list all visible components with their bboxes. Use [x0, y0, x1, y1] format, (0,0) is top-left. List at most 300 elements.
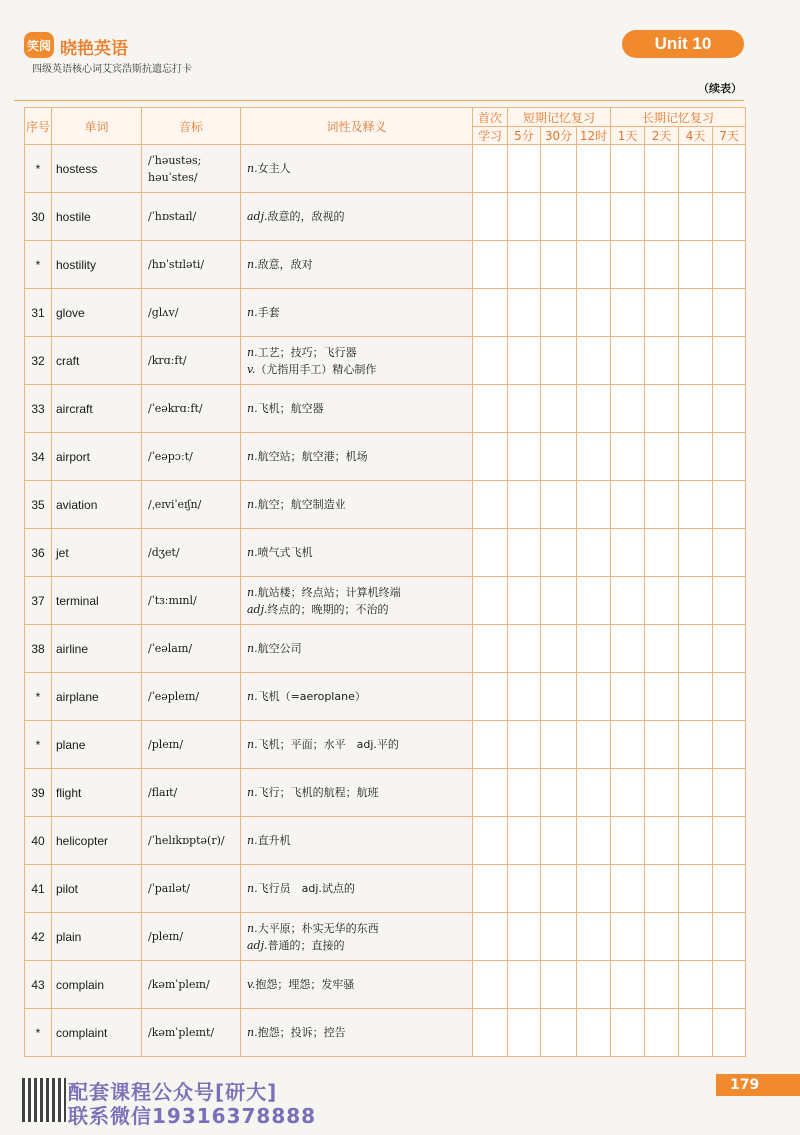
review-checkbox[interactable]: [645, 913, 679, 961]
meaning-text: 抱怨；埋怨；发牢骚: [255, 978, 355, 991]
review-checkbox[interactable]: [679, 625, 713, 673]
review-checkbox[interactable]: [577, 913, 611, 961]
review-checkbox[interactable]: [473, 193, 508, 241]
review-checkbox[interactable]: [611, 913, 645, 961]
row-phonetic: [142, 961, 241, 1009]
meaning-text: 飞行员 adj.试点的: [257, 882, 355, 895]
phonetic-line: /ˈpaɪlət/: [148, 882, 191, 895]
row-word: aviation: [52, 481, 142, 529]
table-row: [25, 529, 746, 577]
row-phonetic: [142, 289, 241, 337]
row-meaning: [241, 673, 473, 721]
review-checkbox[interactable]: [541, 433, 577, 481]
meaning-line: [247, 640, 472, 657]
row-word: helicopter: [52, 817, 142, 865]
meaning-text: 普通的；直接的: [267, 938, 345, 952]
review-checkbox[interactable]: [679, 241, 713, 289]
row-meaning: [241, 769, 473, 817]
header-first: 首次: [473, 108, 508, 127]
review-checkbox[interactable]: [473, 241, 508, 289]
review-checkbox[interactable]: [508, 529, 541, 577]
review-checkbox[interactable]: [679, 385, 713, 433]
review-checkbox[interactable]: [473, 721, 508, 769]
review-checkbox[interactable]: [541, 241, 577, 289]
part-of-speech: n.: [247, 162, 258, 175]
review-checkbox[interactable]: [645, 769, 679, 817]
row-meaning: [241, 577, 473, 625]
review-checkbox[interactable]: [577, 529, 611, 577]
review-checkbox[interactable]: [577, 193, 611, 241]
review-checkbox[interactable]: [713, 337, 746, 385]
row-meaning: [241, 193, 473, 241]
review-checkbox[interactable]: [645, 385, 679, 433]
review-checkbox[interactable]: [679, 337, 713, 385]
meaning-text: 航空；航空制造业: [257, 498, 346, 511]
review-checkbox[interactable]: [577, 961, 611, 1009]
review-checkbox[interactable]: [508, 241, 541, 289]
review-checkbox[interactable]: [541, 289, 577, 337]
review-checkbox[interactable]: [473, 865, 508, 913]
header-5min: 5分: [508, 127, 541, 145]
table-row: [25, 1009, 746, 1057]
part-of-speech: n.: [247, 585, 258, 599]
review-checkbox[interactable]: [713, 817, 746, 865]
review-checkbox[interactable]: [541, 961, 577, 1009]
table-row: [25, 337, 746, 385]
review-checkbox[interactable]: [541, 817, 577, 865]
review-checkbox[interactable]: [611, 241, 645, 289]
review-checkbox[interactable]: [645, 1009, 679, 1057]
header-word: 单词: [52, 108, 142, 145]
phonetic-line: /ˈeəlaɪn/: [148, 642, 193, 655]
header-4day: 4天: [679, 127, 713, 145]
brand-name: 晓艳英语: [60, 39, 128, 59]
phonetic-line: həuˈstes/: [148, 170, 198, 184]
part-of-speech: n.: [247, 306, 258, 319]
row-number: 41: [25, 865, 52, 913]
review-checkbox[interactable]: [679, 865, 713, 913]
phonetic-line: /ˈtɜːmɪnl/: [148, 594, 197, 607]
review-checkbox[interactable]: [577, 721, 611, 769]
review-checkbox[interactable]: [541, 385, 577, 433]
review-checkbox[interactable]: [577, 865, 611, 913]
header-seq: 序号: [25, 108, 52, 145]
review-checkbox[interactable]: [541, 769, 577, 817]
row-phonetic: [142, 481, 241, 529]
phonetic-line: /ˈhɒstaɪl/: [148, 210, 197, 223]
continued-label: （续表）: [698, 82, 742, 95]
review-checkbox[interactable]: [679, 769, 713, 817]
row-word: airport: [52, 433, 142, 481]
page-header: [0, 0, 800, 95]
row-phonetic: [142, 913, 241, 961]
row-meaning: [241, 529, 473, 577]
meaning-line: [247, 160, 472, 177]
review-checkbox[interactable]: [611, 721, 645, 769]
row-number: *: [25, 673, 52, 721]
meaning-line: [247, 544, 472, 561]
meaning-text: 航空站；航空港；机场: [257, 450, 368, 463]
row-word: airline: [52, 625, 142, 673]
review-checkbox[interactable]: [508, 1009, 541, 1057]
review-checkbox[interactable]: [577, 769, 611, 817]
review-checkbox[interactable]: [611, 673, 645, 721]
review-checkbox[interactable]: [611, 337, 645, 385]
review-checkbox[interactable]: [611, 865, 645, 913]
part-of-speech: n.: [247, 921, 258, 935]
meaning-line: [247, 304, 472, 321]
part-of-speech: n.: [247, 450, 258, 463]
row-phonetic: [142, 865, 241, 913]
review-checkbox[interactable]: [541, 193, 577, 241]
table-row: [25, 625, 746, 673]
review-checkbox[interactable]: [541, 481, 577, 529]
row-word: glove: [52, 289, 142, 337]
review-checkbox[interactable]: [541, 1009, 577, 1057]
row-word: hostile: [52, 193, 142, 241]
review-checkbox[interactable]: [713, 961, 746, 1009]
review-checkbox[interactable]: [611, 433, 645, 481]
review-checkbox[interactable]: [508, 769, 541, 817]
meaning-text: 飞机（=aeroplane）: [257, 690, 366, 703]
meaning-line: [247, 601, 472, 618]
review-checkbox[interactable]: [541, 913, 577, 961]
review-checkbox[interactable]: [473, 673, 508, 721]
review-checkbox[interactable]: [713, 769, 746, 817]
row-meaning: [241, 289, 473, 337]
review-checkbox[interactable]: [645, 577, 679, 625]
review-checkbox[interactable]: [679, 193, 713, 241]
row-word: hostess: [52, 145, 142, 193]
review-checkbox[interactable]: [508, 193, 541, 241]
review-checkbox[interactable]: [541, 673, 577, 721]
review-checkbox[interactable]: [611, 385, 645, 433]
part-of-speech: n.: [247, 345, 258, 359]
review-checkbox[interactable]: [679, 289, 713, 337]
review-checkbox[interactable]: [473, 625, 508, 673]
table-row: [25, 961, 746, 1009]
review-checkbox[interactable]: [577, 625, 611, 673]
review-checkbox[interactable]: [713, 1009, 746, 1057]
meaning-text: 直升机: [257, 834, 291, 847]
review-checkbox[interactable]: [508, 577, 541, 625]
review-checkbox[interactable]: [508, 913, 541, 961]
review-checkbox[interactable]: [611, 817, 645, 865]
review-checkbox[interactable]: [713, 145, 746, 193]
header-first-sub: 学习: [473, 127, 508, 145]
review-checkbox[interactable]: [473, 385, 508, 433]
part-of-speech: adj.: [247, 938, 268, 952]
review-checkbox[interactable]: [473, 145, 508, 193]
review-checkbox[interactable]: [508, 673, 541, 721]
review-checkbox[interactable]: [645, 241, 679, 289]
review-checkbox[interactable]: [577, 145, 611, 193]
review-checkbox[interactable]: [508, 337, 541, 385]
review-checkbox[interactable]: [679, 673, 713, 721]
review-checkbox[interactable]: [611, 1009, 645, 1057]
row-phonetic: [142, 145, 241, 193]
phonetic-line: /krɑːft/: [148, 354, 187, 367]
row-phonetic: [142, 529, 241, 577]
review-checkbox[interactable]: [577, 1009, 611, 1057]
review-checkbox[interactable]: [473, 529, 508, 577]
row-meaning: [241, 481, 473, 529]
row-meaning: [241, 721, 473, 769]
review-checkbox[interactable]: [713, 289, 746, 337]
table-row: [25, 193, 746, 241]
meaning-line: [247, 361, 472, 378]
review-checkbox[interactable]: [577, 385, 611, 433]
table-row: [25, 145, 746, 193]
row-number: 37: [25, 577, 52, 625]
review-checkbox[interactable]: [473, 769, 508, 817]
meaning-line: [247, 937, 472, 954]
meaning-text: 女主人: [257, 162, 291, 175]
meaning-line: [247, 736, 472, 753]
review-checkbox[interactable]: [713, 385, 746, 433]
review-checkbox[interactable]: [679, 577, 713, 625]
phonetic-line: /glʌv/: [148, 306, 179, 319]
meaning-line: [247, 920, 472, 937]
review-checkbox[interactable]: [611, 193, 645, 241]
review-checkbox[interactable]: [541, 625, 577, 673]
review-checkbox[interactable]: [611, 625, 645, 673]
table-row: [25, 817, 746, 865]
row-phonetic: [142, 769, 241, 817]
review-checkbox[interactable]: [508, 145, 541, 193]
row-word: aircraft: [52, 385, 142, 433]
row-phonetic: [142, 241, 241, 289]
meaning-text: 工艺；技巧；飞行器: [257, 345, 357, 359]
review-checkbox[interactable]: [611, 961, 645, 1009]
review-checkbox[interactable]: [577, 241, 611, 289]
row-meaning: [241, 865, 473, 913]
review-checkbox[interactable]: [645, 481, 679, 529]
review-checkbox[interactable]: [577, 577, 611, 625]
review-checkbox[interactable]: [679, 433, 713, 481]
review-checkbox[interactable]: [508, 865, 541, 913]
header-30min: 30分: [541, 127, 577, 145]
part-of-speech: n.: [247, 786, 258, 799]
row-word: complain: [52, 961, 142, 1009]
review-checkbox[interactable]: [473, 433, 508, 481]
row-word: craft: [52, 337, 142, 385]
header-short-term: 短期记忆复习: [508, 108, 611, 127]
review-checkbox[interactable]: [645, 673, 679, 721]
row-number: 35: [25, 481, 52, 529]
review-checkbox[interactable]: [645, 961, 679, 1009]
meaning-text: 手套: [257, 306, 280, 319]
phonetic-line: /pleɪn/: [148, 738, 184, 751]
row-word: plane: [52, 721, 142, 769]
table-row: [25, 289, 746, 337]
promo-line-1: 配套课程公众号[研大]: [68, 1080, 278, 1104]
review-checkbox[interactable]: [541, 337, 577, 385]
meaning-line: [247, 832, 472, 849]
row-phonetic: [142, 721, 241, 769]
row-meaning: [241, 817, 473, 865]
meaning-text: 敌意，敌对: [257, 258, 313, 271]
review-checkbox[interactable]: [679, 913, 713, 961]
review-checkbox[interactable]: [645, 433, 679, 481]
part-of-speech: adj.: [247, 602, 268, 616]
row-number: 31: [25, 289, 52, 337]
row-number: 32: [25, 337, 52, 385]
review-checkbox[interactable]: [473, 577, 508, 625]
phonetic-line: /ˈhelɪkɒptə(r)/: [148, 834, 225, 847]
review-checkbox[interactable]: [645, 145, 679, 193]
row-meaning: [241, 241, 473, 289]
meaning-text: 飞行；飞机的航程；航班: [257, 786, 379, 799]
review-checkbox[interactable]: [577, 433, 611, 481]
row-number: 34: [25, 433, 52, 481]
review-checkbox[interactable]: [473, 817, 508, 865]
row-word: plain: [52, 913, 142, 961]
review-checkbox[interactable]: [508, 817, 541, 865]
row-word: terminal: [52, 577, 142, 625]
phonetic-line: /ˌeɪviˈeɪʃn/: [148, 498, 202, 511]
meaning-text: 航空公司: [257, 642, 302, 655]
review-checkbox[interactable]: [679, 1009, 713, 1057]
meaning-text: 飞机；平面；水平 adj.平的: [257, 738, 399, 751]
meaning-line: [247, 976, 472, 993]
review-checkbox[interactable]: [713, 481, 746, 529]
review-checkbox[interactable]: [508, 721, 541, 769]
meaning-text: 喷气式飞机: [257, 546, 313, 559]
review-checkbox[interactable]: [541, 529, 577, 577]
table-body: [25, 145, 746, 1057]
part-of-speech: n.: [247, 1026, 258, 1039]
review-checkbox[interactable]: [577, 481, 611, 529]
review-checkbox[interactable]: [541, 145, 577, 193]
meaning-line: [247, 448, 472, 465]
review-checkbox[interactable]: [713, 865, 746, 913]
row-meaning: [241, 625, 473, 673]
review-checkbox[interactable]: [508, 433, 541, 481]
review-checkbox[interactable]: [473, 289, 508, 337]
review-checkbox[interactable]: [611, 289, 645, 337]
review-checkbox[interactable]: [713, 673, 746, 721]
row-meaning: [241, 1009, 473, 1057]
review-checkbox[interactable]: [473, 961, 508, 1009]
review-checkbox[interactable]: [645, 529, 679, 577]
part-of-speech: v.: [247, 362, 256, 376]
meaning-text: 大平原；朴实无华的东西: [257, 921, 379, 935]
review-checkbox[interactable]: [577, 817, 611, 865]
review-checkbox[interactable]: [508, 481, 541, 529]
phonetic-line: /flaɪt/: [148, 786, 178, 799]
meaning-line: [247, 496, 472, 513]
meaning-text: 飞机；航空器: [257, 402, 324, 415]
review-checkbox[interactable]: [611, 577, 645, 625]
review-checkbox[interactable]: [713, 433, 746, 481]
table-row: [25, 481, 746, 529]
review-checkbox[interactable]: [713, 625, 746, 673]
row-word: jet: [52, 529, 142, 577]
review-checkbox[interactable]: [541, 721, 577, 769]
table-row: [25, 433, 746, 481]
review-checkbox[interactable]: [645, 817, 679, 865]
review-checkbox[interactable]: [679, 529, 713, 577]
review-checkbox[interactable]: [713, 913, 746, 961]
review-checkbox[interactable]: [679, 481, 713, 529]
review-checkbox[interactable]: [508, 625, 541, 673]
review-checkbox[interactable]: [679, 961, 713, 1009]
row-number: *: [25, 1009, 52, 1057]
review-checkbox[interactable]: [713, 193, 746, 241]
review-checkbox[interactable]: [679, 145, 713, 193]
part-of-speech: n.: [247, 402, 258, 415]
review-checkbox[interactable]: [645, 625, 679, 673]
row-word: pilot: [52, 865, 142, 913]
meaning-text: 抱怨；投诉；控告: [257, 1026, 346, 1039]
review-checkbox[interactable]: [645, 289, 679, 337]
row-meaning: [241, 145, 473, 193]
row-number: *: [25, 241, 52, 289]
table-row: [25, 241, 746, 289]
meaning-line: [247, 880, 472, 897]
row-phonetic: [142, 673, 241, 721]
review-checkbox[interactable]: [679, 721, 713, 769]
header-meaning: 词性及释义: [241, 108, 473, 145]
part-of-speech: adj.: [247, 210, 268, 223]
review-checkbox[interactable]: [645, 721, 679, 769]
meaning-line: [247, 344, 472, 361]
review-checkbox[interactable]: [508, 385, 541, 433]
review-checkbox[interactable]: [508, 961, 541, 1009]
review-checkbox[interactable]: [577, 289, 611, 337]
review-checkbox[interactable]: [473, 1009, 508, 1057]
review-checkbox[interactable]: [645, 865, 679, 913]
review-checkbox[interactable]: [577, 337, 611, 385]
review-checkbox[interactable]: [645, 337, 679, 385]
table-row: [25, 865, 746, 913]
table-row: [25, 577, 746, 625]
review-checkbox[interactable]: [541, 865, 577, 913]
row-number: 36: [25, 529, 52, 577]
review-checkbox[interactable]: [611, 769, 645, 817]
review-checkbox[interactable]: [473, 913, 508, 961]
review-checkbox[interactable]: [713, 721, 746, 769]
review-checkbox[interactable]: [679, 817, 713, 865]
review-checkbox[interactable]: [713, 241, 746, 289]
review-checkbox[interactable]: [508, 289, 541, 337]
table-row: [25, 913, 746, 961]
review-checkbox[interactable]: [611, 529, 645, 577]
row-phonetic: [142, 433, 241, 481]
review-checkbox[interactable]: [611, 145, 645, 193]
part-of-speech: n.: [247, 258, 258, 271]
table-row: [25, 769, 746, 817]
row-number: 42: [25, 913, 52, 961]
review-checkbox[interactable]: [473, 337, 508, 385]
review-checkbox[interactable]: [713, 529, 746, 577]
phonetic-line: /hɒˈstɪləti/: [148, 258, 205, 271]
review-checkbox[interactable]: [541, 577, 577, 625]
vocabulary-table: [24, 107, 746, 1057]
meaning-text: 终点的；晚期的；不治的: [267, 602, 389, 616]
phonetic-line: /pleɪn/: [148, 930, 184, 943]
review-checkbox[interactable]: [645, 193, 679, 241]
row-meaning: [241, 913, 473, 961]
review-checkbox[interactable]: [611, 481, 645, 529]
part-of-speech: n.: [247, 642, 258, 655]
table-row: [25, 385, 746, 433]
review-checkbox[interactable]: [473, 481, 508, 529]
review-checkbox[interactable]: [713, 577, 746, 625]
row-phonetic: [142, 625, 241, 673]
review-checkbox[interactable]: [577, 673, 611, 721]
